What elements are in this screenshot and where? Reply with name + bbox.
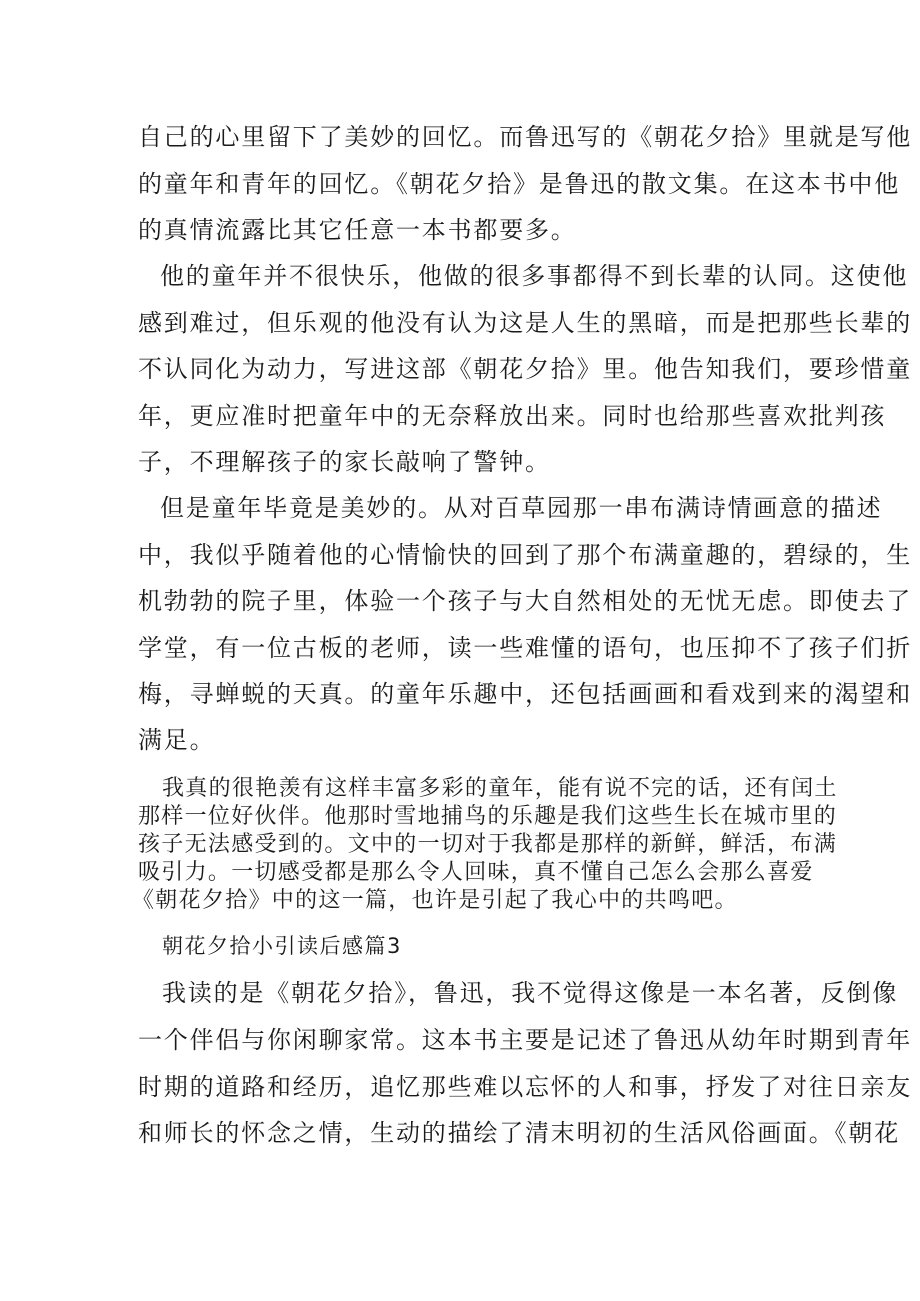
text-line: 的童年和青年的回忆。《朝花夕拾》是鲁迅的散文集。在这本书中他 xyxy=(138,170,900,198)
text-line: 我读的是《朝花夕拾》，鲁迅，我不觉得这像是一本名著，反倒像 xyxy=(162,979,899,1007)
text-line: 子，不理解孩子的家长敲响了警钟。 xyxy=(138,448,551,476)
text-line: 中，我似乎随着他的心情愉快的回到了那个布满童趣的，碧绿的，生 xyxy=(138,541,912,569)
text-line: 吸引力。一切感受都是那么令人回味，真不懂自己怎么会那么喜爱 xyxy=(138,860,814,885)
text-line: 《朝花夕拾》中的这一篇，也许是引起了我心中的共鸣吧。 xyxy=(132,888,738,913)
text-line: 满足。 xyxy=(138,726,216,754)
text-line: 时期的道路和经历，追忆那些难以忘怀的人和事，抒发了对往日亲友 xyxy=(138,1073,912,1101)
text-line: 孩子无法感受到的。文中的一切对于我都是那样的新鲜，鲜活，布满 xyxy=(138,832,838,857)
text-line: 感到难过，但乐观的他没有认为这是人生的黑暗，而是把那些长辈的 xyxy=(138,309,912,337)
text-line: 的真情流露比其它任意一本书都要多。 xyxy=(138,216,577,244)
text-line: 梅，寻蝉蜕的天真。的童年乐趣中，还包括画画和看戏到来的渴望和 xyxy=(138,680,912,708)
section-heading: 朝花夕拾小引读后感篇3 xyxy=(162,934,402,958)
text-line: 自己的心里留下了美妙的回忆。而鲁迅写的《朝花夕拾》里就是写他 xyxy=(138,123,912,151)
text-line: 不认同化为动力，写进这部《朝花夕拾》里。他告知我们，要珍惜童 xyxy=(138,355,912,383)
text-line: 年，更应准时把童年中的无奈释放出来。同时也给那些喜欢批判孩 xyxy=(138,402,887,430)
text-line: 学堂，有一位古板的老师，读一些难懂的语句，也压抑不了孩子们折 xyxy=(138,634,912,662)
text-line: 他的童年并不很快乐，他做的很多事都得不到长辈的认同。这使他 xyxy=(160,262,909,290)
text-line: 但是童年毕竟是美妙的。从对百草园那一串布满诗情画意的描述 xyxy=(160,494,883,522)
text-line: 一个伴侣与你闲聊家常。这本书主要是记述了鲁迅从幼年时期到青年 xyxy=(138,1026,912,1054)
text-line: 我真的很艳羡有这样丰富多彩的童年，能有说不完的话，还有闰土 xyxy=(162,776,838,801)
text-line: 机勃勃的院子里，体验一个孩子与大自然相处的无忧无虑。即使去了 xyxy=(138,587,912,615)
text-line: 和师长的怀念之情，生动的描绘了清末明初的生活风俗画面。《朝花 xyxy=(138,1119,900,1147)
text-line: 那样一位好伙伴。他那时雪地捕鸟的乐趣是我们这些生长在城市里的 xyxy=(138,804,838,829)
